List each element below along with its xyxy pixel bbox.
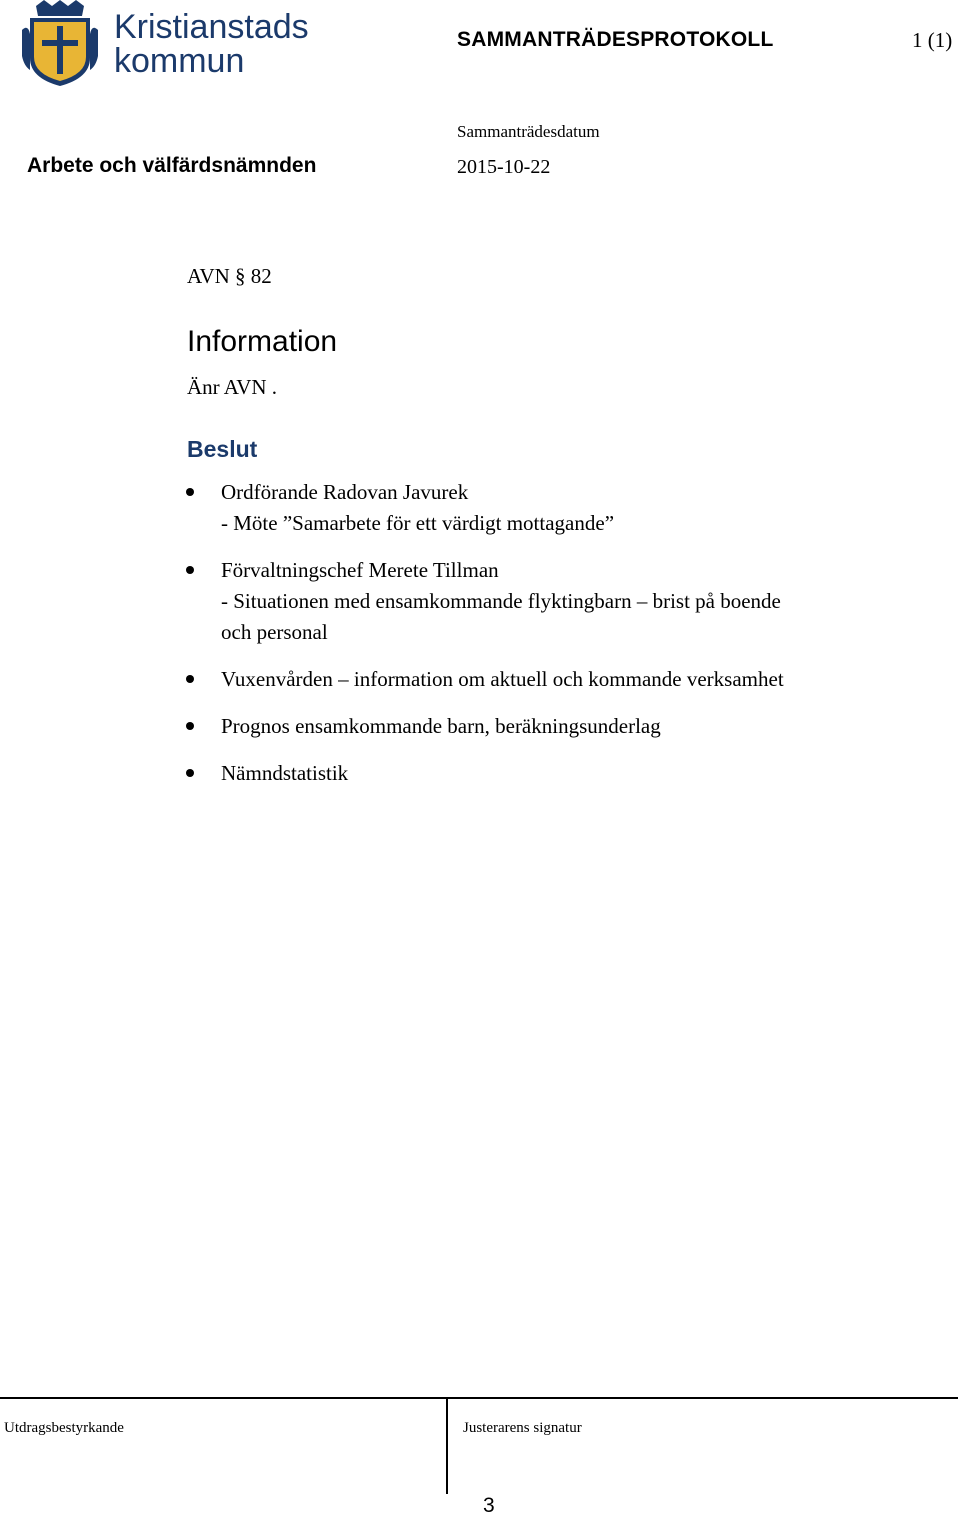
extract-certification-label: Utdragsbestyrkande	[4, 1420, 124, 1436]
footer-divider	[0, 1397, 958, 1399]
list-item-line: Prognos ensamkommande barn, beräkningsunderlag	[221, 714, 661, 738]
list-item-line: Nämndstatistik	[221, 761, 349, 785]
page-count: 1 (1)	[912, 28, 953, 52]
logo-line2: kommun	[114, 42, 245, 80]
bullet-icon	[186, 722, 194, 730]
footer-column-divider	[446, 1398, 448, 1494]
paragraph-reference: AVN § 82	[187, 264, 272, 288]
decision-heading: Beslut	[187, 436, 258, 462]
adjuster-signature-label: Justerarens signatur	[463, 1420, 582, 1436]
bullet-icon	[186, 769, 194, 777]
list-item-line: - Situationen med ensamkommande flyktingbarn – brist på boende	[221, 589, 781, 613]
bullet-icon	[186, 566, 194, 574]
list-item-line: Ordförande Radovan Javurek	[221, 480, 469, 504]
list-item-line: Förvaltningschef Merete Tillman	[221, 558, 499, 582]
bullet-icon	[186, 675, 194, 683]
list-item-line: och personal	[221, 620, 328, 644]
list-item-line: Vuxenvården – information om aktuell och kommande verksamhet	[221, 667, 784, 691]
board-name: Arbete och välfärdsnämnden	[27, 154, 317, 177]
bullet-icon	[186, 488, 194, 496]
municipality-logo	[22, 0, 312, 90]
kristianstad-coat-of-arms-icon	[22, 0, 98, 86]
page-number: 3	[483, 1494, 495, 1517]
list-item-line: - Möte ”Samarbete för ett värdigt mottagande”	[221, 511, 615, 535]
logo-line1: Kristianstads	[114, 8, 309, 46]
meeting-date: 2015-10-22	[457, 156, 551, 178]
item-title: Information	[187, 325, 338, 358]
document-type-title: SAMMANTRÄDESPROTOKOLL	[457, 28, 774, 51]
meeting-date-label: Sammanträdesdatum	[457, 122, 600, 141]
case-number: Änr AVN .	[187, 375, 278, 399]
